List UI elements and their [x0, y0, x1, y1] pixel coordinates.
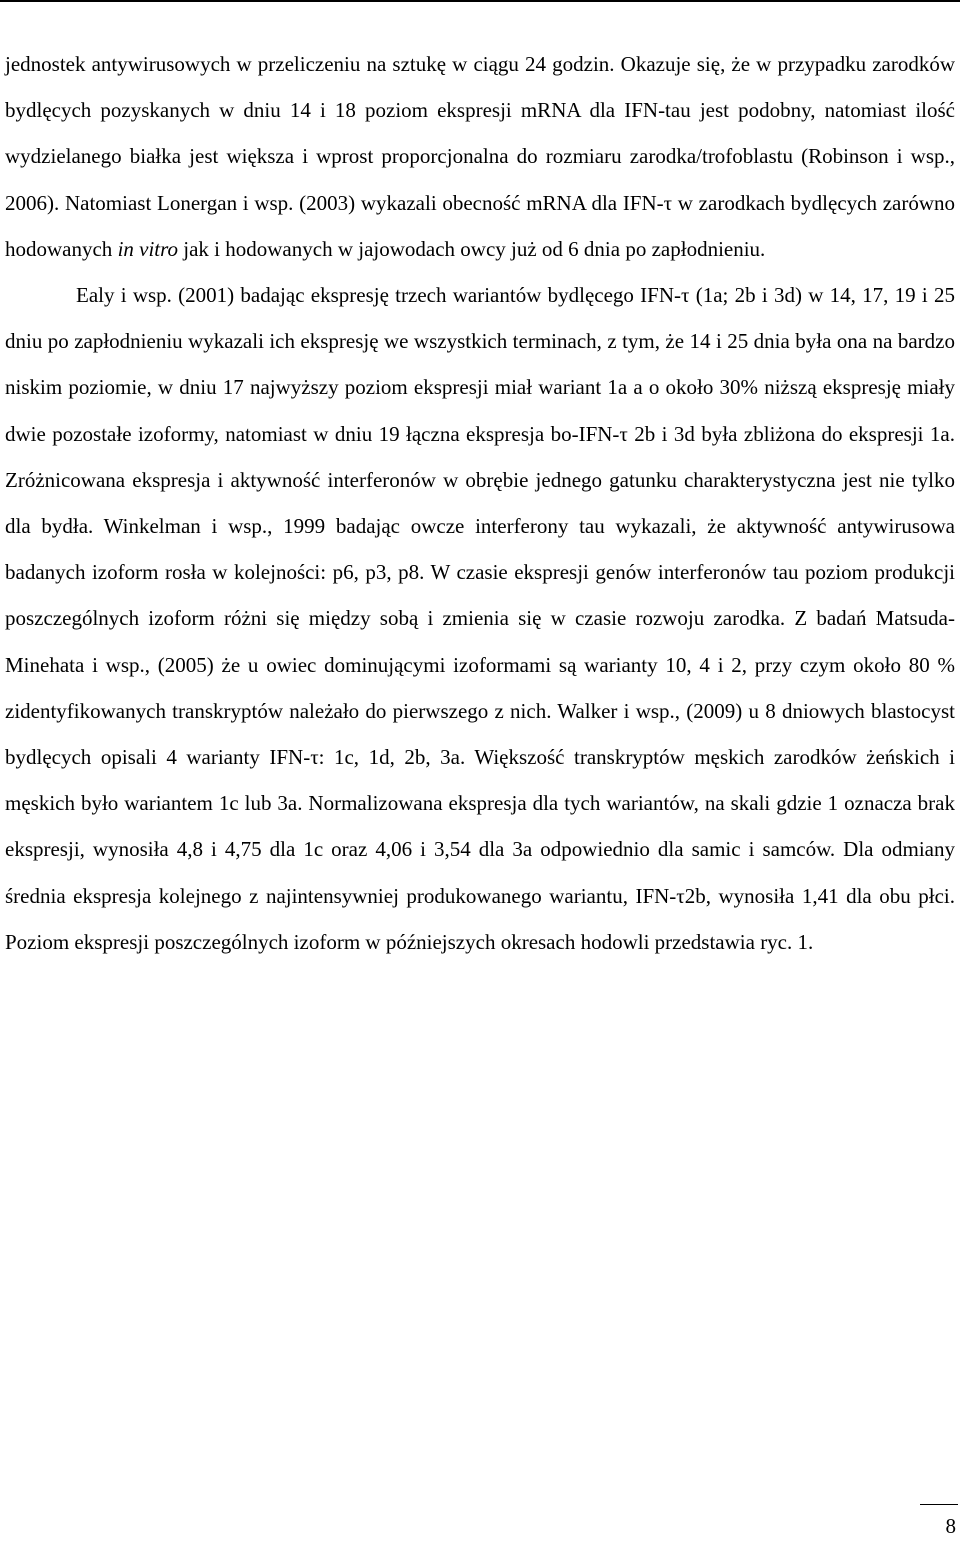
paragraph-1-text-end: jak i hodowanych w jajowodach owcy już od 6 dnia po zapłodnieniu. — [178, 236, 766, 261]
paragraph-1-text: jednostek antywirusowych w przeliczeniu na sztukę w ciągu 24 godzin. Okazuje się, że w przypadku zarodków bydlęcych pozyskanych w dniu 14 i 18 poziom ekspresji mRNA dla IFN-tau jest podobny, natomiast ilość wydzielanego białka jest większa i wprost proporcjonalna do rozmiaru zarodka/trofoblastu (Robinson i wsp., 2006). Natomiast Lonergan i wsp. (2003) wykazali obecność mRNA dla IFN-τ w zarodkach bydlęcych zarówno hodowanych — [5, 52, 955, 261]
body-text — [5, 41, 955, 965]
footer-rule — [920, 1504, 958, 1505]
italic-term: in vitro — [117, 236, 179, 261]
paragraph-1 — [5, 41, 955, 272]
paragraph-2: Ealy i wsp. (2001) badając ekspresję trzech wariantów bydlęcego IFN-τ (1a; 2b i 3d) w 14, 17, 19 i 25 dniu po zapłodnieniu wykazali ich ekspresję we wszystkich terminach, z tym, że 14 i 25 dnia była ona na bardzo niskim poziomie, w dniu 17 najwyższy poziom ekspresji miał wariant 1a a o około 30% niższą ekspresję miały dwie pozostałe izoformy, natomiast w dniu 19 łączna ekspresja bo-IFN-τ 2b i 3d była zbliżona do ekspresji 1a. Zróżnicowana ekspresja i aktywność interferonów w obrębie jednego gatunku charakterystyczna jest nie tylko dla bydła. Winkelman i wsp., 1999 badając owcze interferony tau wykazali, że aktywność antywirusowa badanych izoform rosła w kolejności: p6, p3, p8. W czasie ekspresji genów interferonów tau poziom produkcji poszczególnych izoform różni się między sobą i zmienia się w czasie rozwoju zarodka. Z badań Matsuda-Minehata i wsp., (2005) że u owiec dominującymi izoformami są warianty 10, 4 i 2, przy czym około 80 % zidentyfikowanych transkryptów należało do pierwszego z nich. Walker i wsp., (2009) u 8 dniowych blastocyst bydlęcych opisali 4 warianty IFN-τ: 1c, 1d, 2b, 3a. Większość transkryptów męskich zarodków żeńskich i męskich było wariantem 1c lub 3a. Normalizowana ekspresja dla tych wariantów, na skali gdzie 1 oznacza brak ekspresji, wynosiła 4,8 i 4,75 dla 1c oraz 4,06 i 3,54 dla 3a odpowiednio dla samic i samców. Dla odmiany średnia ekspresja kolejnego z najintensywniej produkowanego wariantu, IFN-τ2b, wynosiła 1,41 dla obu płci. Poziom ekspresji poszczególnych izoform w późniejszych okresach hodowli przedstawia ryc. 1. — [5, 283, 955, 954]
page-number: 8 — [945, 1514, 956, 1538]
top-rule — [0, 0, 960, 2]
